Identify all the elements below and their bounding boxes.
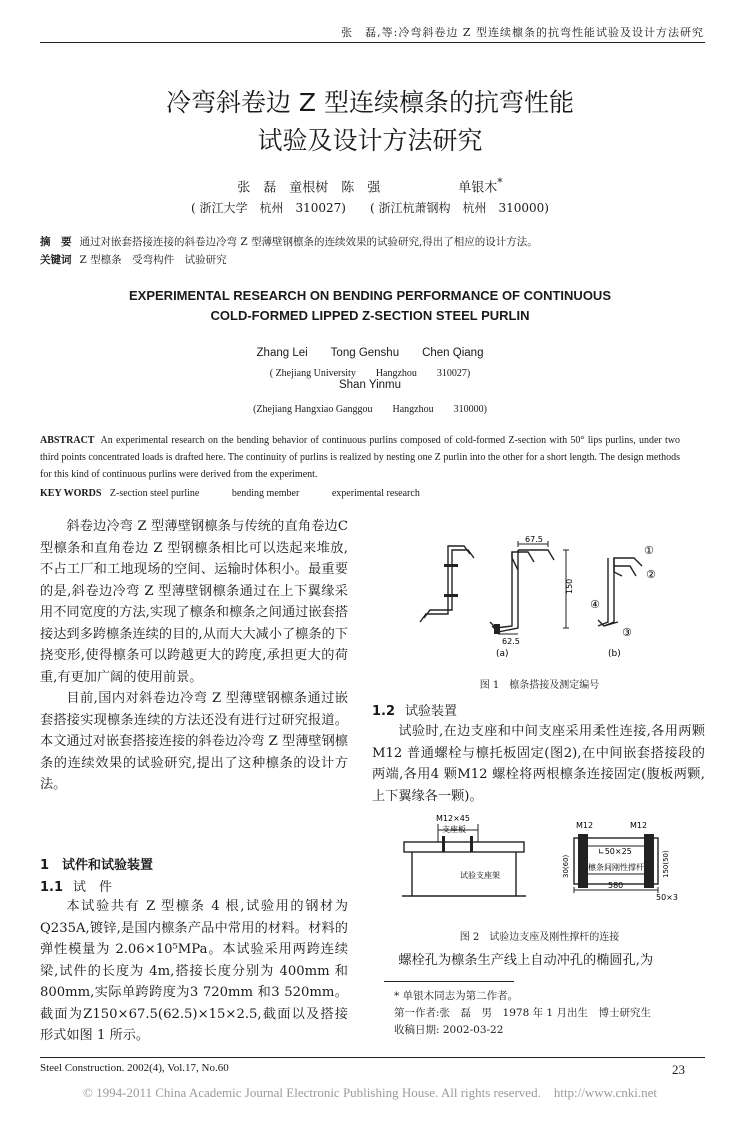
- section-1-2-title: 试验装置: [405, 704, 458, 719]
- keyword-en-1: Z-section steel purline: [109, 488, 200, 499]
- fig2-label-300: 30(60): [562, 854, 570, 878]
- fig1-z-top-flange: [512, 552, 534, 570]
- keywords-en-label: KEY WORDS: [40, 488, 102, 499]
- specimen-paragraph: 本试验共有 Z 型檩条 4 根,试验用的钢材为Q235A,镀锌,是国内檩条产品中常用的材料。材料的弹性模量为 2.06×10⁵MPa。本试验采用两跨连续梁,试件的长度为 4m,搭接长度分别为 400mm 和 800mm,实际单跨跨度为3 720mm 和3 520mm。截面为Z150×67.5(62.5)×15×2.5,截面以及搭接形式如图 1 所示。: [40, 899, 348, 1043]
- fig1-label-b: (b): [608, 649, 621, 659]
- fig1-b-top-1: [614, 566, 636, 576]
- fig2-bolt-1: [442, 836, 445, 852]
- fig2-label-m12-a: M12: [576, 821, 594, 830]
- fig2-bolt-2: [470, 836, 473, 852]
- fig1-b-web-2: [598, 558, 608, 626]
- bolt-hole-paragraph: 螺栓孔为檩条生产线上自动冲孔的椭圆孔,为: [398, 953, 654, 968]
- abstract-cn-text: 通过对嵌套搭接连接的斜卷边冷弯 Z 型薄壁钢檩条的连续效果的试验研究,得出了相应的设计方法。: [79, 236, 538, 248]
- fig1-marker-1: ①: [644, 544, 654, 557]
- section-1-2-heading: [372, 700, 457, 719]
- en-title-line-2: COLD-FORMED LIPPED Z-SECTION STEEL PURLIN: [210, 308, 530, 323]
- figure-1-caption: 图 1 檩条搭接及测定编号: [479, 680, 600, 691]
- fig1-z-web: [490, 552, 512, 628]
- fig2-beam: [404, 842, 524, 852]
- fig1-marker-3: ③: [622, 626, 632, 639]
- footnote-2: 第一作者:张 磊 男 1978 年 1 月出生 博士研究生: [394, 1007, 651, 1019]
- left-col-specimen: [40, 896, 348, 1047]
- abstract-en-text: An experimental research on the bending behavior of continuous purlins composed of cold-formed Z-section with 50° lips purlins, under two third points concentrated loads is drafted here. The continuity of purlins is realized by nesting one Z purlin into the other for a short length. The design methods for this kind of continuous purlins were derived from the experiment.: [40, 435, 680, 480]
- en-title-line-1: EXPERIMENTAL RESEARCH ON BENDING PERFORMANCE OF CONTINUOUS: [129, 288, 611, 303]
- title-line-1: 冷弯斜卷边 Z 型连续檩条的抗弯性能: [165, 88, 575, 117]
- abstract-en-label: ABSTRACT: [40, 435, 95, 446]
- footnote-rule: [384, 981, 514, 982]
- cn-author-mark: *: [497, 176, 503, 189]
- keyword-en-2: bending member: [231, 488, 300, 499]
- section-1-1-title: 试 件: [73, 880, 113, 895]
- header-rule: [40, 42, 705, 43]
- en-affiliation-2: (Zhejiang Hangxiao Ganggou Hangzhou 310000): [253, 404, 487, 415]
- fig2-label-plate: 支座板: [442, 825, 466, 834]
- title-line-2: 试验及设计方法研究: [257, 126, 483, 155]
- footer-rule: [40, 1057, 705, 1058]
- fig2-label-frame: 试验支座架: [460, 871, 500, 880]
- en-authors-1: Zhang Lei Tong Genshu Chen Qiang: [256, 347, 484, 359]
- fig1-z-left-2: [424, 550, 474, 618]
- footnotes: [394, 988, 704, 1039]
- fig1-label-a: (a): [496, 649, 509, 659]
- en-authors-2: Shan Yinmu: [338, 379, 401, 391]
- copyright-notice: © 1994-2011 China Academic Journal Electronic Publishing House. All rights reserved. http://www.cnki.net: [83, 1085, 657, 1100]
- fig1-dim-bottom: 62.5: [502, 637, 520, 646]
- fig2-label-strut: 檩条间刚性撑杆: [588, 863, 644, 872]
- keywords-en: [40, 485, 680, 502]
- keywords-cn-label: 关键词: [40, 254, 72, 266]
- section-1-1-heading: [40, 876, 112, 895]
- fig1-b-top-2: [614, 558, 642, 566]
- keywords-cn-text: Z 型檩条 受弯构件 试验研究: [79, 254, 227, 266]
- figure-1-drawing: [408, 536, 678, 660]
- cn-authors: [0, 176, 740, 195]
- fig1-bolt-2: [444, 594, 458, 597]
- section-1-1-number: 1.1: [40, 880, 64, 895]
- page-number: 23: [672, 1062, 685, 1077]
- figure-2-caption: 图 2 试验边支座及刚性撑杆的连接: [459, 932, 620, 943]
- fig2-label-580: 580: [608, 881, 624, 890]
- left-col-intro: [40, 516, 348, 796]
- right-col-setup: [372, 721, 705, 807]
- fig2-label-bolt: M12×45: [436, 814, 470, 823]
- intro-paragraph-2: 目前,国内对斜卷边冷弯 Z 型薄壁钢檩条通过嵌套搭接实现檩条连续的方法还没有进行过研究报道。本文通过对嵌套搭接连接的斜卷边冷弯 Z 型薄壁钢檩条的连续效果的试验研究,提出了这种檩条的设计方法。: [40, 691, 348, 792]
- fig1-dim-top: 67.5: [525, 536, 543, 544]
- setup-paragraph: 试验时,在边支座和中间支座采用柔性连接,各用两颗M12 普通螺栓与檩托板固定(图2),在中间嵌套搭接段的两端,各用4 颗M12 螺栓将两根檩条连接固定(腹板两颗,上下翼缘各一颗)。: [372, 724, 705, 804]
- keyword-en-3: experimental research: [331, 488, 420, 499]
- section-1-2-number: 1.2: [372, 704, 396, 719]
- fig2-label-50x3: 50×3: [656, 893, 678, 902]
- fig2-label-angle: ∟50×25: [598, 847, 632, 856]
- running-header: 张 磊,等:冷弯斜卷边 Z 型连续檩条的抗弯性能试验及设计方法研究: [341, 26, 704, 39]
- fig2-label-m12-b: M12: [630, 821, 648, 830]
- right-col-bolt-hole: [372, 950, 705, 972]
- keywords-cn: [40, 252, 705, 267]
- footnote-1: * 单银木同志为第二作者。: [394, 990, 519, 1002]
- fig2-right-post-2: [644, 834, 654, 888]
- journal-info: Steel Construction. 2002(4), Vol.17, No.60: [40, 1062, 229, 1074]
- en-affiliation-1: ( Zhejiang University Hangzhou 310027): [269, 368, 471, 379]
- fig1-bolt-3: [494, 624, 500, 634]
- fig2-right-post-1: [578, 834, 588, 888]
- abstract-en: [40, 432, 680, 483]
- fig1-dim-height: 150: [565, 578, 574, 594]
- fig1-marker-2: ②: [646, 568, 656, 581]
- intro-paragraph-1: 斜卷边冷弯 Z 型薄壁钢檩条与传统的直角卷边C 型檩条和直角卷边 Z 型钢檩条相比可以迭起来堆放,不占工厂和工地现场的空间、运输时体积小。最重要的是,斜卷边冷弯 Z 型薄壁钢檩条通过在上下翼缘采用不同宽度的方法,实现了檩条和檩条之间通过嵌套搭接达到多跨檩条连续的目的,从而大大减小了檩条的下挠变形,使得檩条可以跨越更大的跨度,承担更大的荷重,有更加广阔的使用前景。: [40, 519, 348, 685]
- abstract-cn-label: 摘 要: [40, 236, 72, 248]
- fig1-bolt-1: [444, 564, 458, 567]
- section-1-heading: 1 试件和试验装置: [40, 858, 154, 873]
- cn-authors-text: 张 磊 童根树 陈 强 单银木: [237, 180, 498, 196]
- fig1-marker-4: ④: [590, 598, 600, 611]
- fig2-label-150: 150(50): [662, 850, 670, 878]
- figure-2-drawing: [398, 812, 688, 908]
- footnote-3: 收稿日期: 2002-03-22: [394, 1024, 504, 1036]
- abstract-cn: [40, 234, 705, 249]
- cn-affiliations: ( 浙江大学 杭州 310027) ( 浙江杭萧钢构 杭州 310000): [191, 201, 549, 215]
- fig1-b-web: [604, 558, 614, 626]
